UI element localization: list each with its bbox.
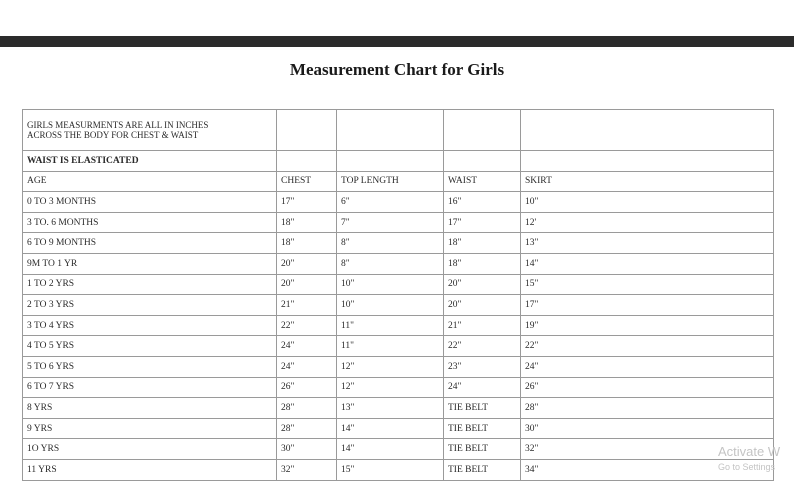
- empty-cell: [521, 110, 774, 151]
- cell-skirt: 22": [521, 336, 774, 357]
- waist-note-row: [23, 151, 774, 172]
- cell-skirt: 15": [521, 274, 774, 295]
- cell-skirt: 12': [521, 212, 774, 233]
- cell-skirt: 14": [521, 253, 774, 274]
- table-row: [23, 377, 774, 398]
- table-row: [23, 459, 774, 480]
- header-waist: WAIST: [444, 171, 521, 192]
- table-row: [23, 192, 774, 213]
- empty-cell: [444, 110, 521, 151]
- cell-chest: 18": [277, 212, 337, 233]
- cell-age: 1 TO 2 YRS: [23, 274, 277, 295]
- cell-top-length: 12": [337, 356, 444, 377]
- cell-top-length: 10": [337, 295, 444, 316]
- table-row: [23, 336, 774, 357]
- note-row: [23, 110, 774, 151]
- table-row: [23, 418, 774, 439]
- cell-age: 9M TO 1 YR: [23, 253, 277, 274]
- table-row: [23, 439, 774, 460]
- cell-age: 1O YRS: [23, 439, 277, 460]
- cell-top-length: 10": [337, 274, 444, 295]
- cell-age: 3 TO 4 YRS: [23, 315, 277, 336]
- header-skirt: SKIRT: [521, 171, 774, 192]
- cell-skirt: 26": [521, 377, 774, 398]
- cell-chest: 24": [277, 336, 337, 357]
- cell-top-length: 12": [337, 377, 444, 398]
- header-top-length: TOP LENGTH: [337, 171, 444, 192]
- cell-top-length: 15": [337, 459, 444, 480]
- cell-age: 4 TO 5 YRS: [23, 336, 277, 357]
- cell-waist: 18": [444, 253, 521, 274]
- cell-skirt: 19": [521, 315, 774, 336]
- table-row: [23, 253, 774, 274]
- cell-top-length: 14": [337, 439, 444, 460]
- cell-top-length: 6": [337, 192, 444, 213]
- cell-waist: 20": [444, 274, 521, 295]
- cell-waist: TIE BELT: [444, 439, 521, 460]
- cell-waist: 24": [444, 377, 521, 398]
- cell-age: 6 TO 9 MONTHS: [23, 233, 277, 254]
- cell-waist: 17": [444, 212, 521, 233]
- table-row: [23, 274, 774, 295]
- cell-top-length: 11": [337, 315, 444, 336]
- cell-chest: 20": [277, 274, 337, 295]
- cell-chest: 22": [277, 315, 337, 336]
- table-row: [23, 315, 774, 336]
- cell-chest: 24": [277, 356, 337, 377]
- note-line-1: GIRLS MEASURMENTS ARE ALL IN INCHES: [27, 120, 209, 130]
- cell-waist: 20": [444, 295, 521, 316]
- table-row: [23, 212, 774, 233]
- cell-skirt: 30": [521, 418, 774, 439]
- cell-top-length: 8": [337, 233, 444, 254]
- cell-chest: 21": [277, 295, 337, 316]
- cell-age: 3 TO. 6 MONTHS: [23, 212, 277, 233]
- cell-skirt: 13": [521, 233, 774, 254]
- cell-chest: 17": [277, 192, 337, 213]
- cell-skirt: 32": [521, 439, 774, 460]
- cell-waist: 18": [444, 233, 521, 254]
- cell-age: 2 TO 3 YRS: [23, 295, 277, 316]
- cell-waist: 23": [444, 356, 521, 377]
- cell-waist: TIE BELT: [444, 398, 521, 419]
- cell-skirt: 17": [521, 295, 774, 316]
- cell-top-length: 8": [337, 253, 444, 274]
- table-row: [23, 398, 774, 419]
- cell-chest: 20": [277, 253, 337, 274]
- cell-chest: 28": [277, 418, 337, 439]
- empty-cell: [337, 110, 444, 151]
- cell-age: 11 YRS: [23, 459, 277, 480]
- cell-chest: 30": [277, 439, 337, 460]
- watermark-line-2: Go to Settings: [718, 462, 776, 472]
- cell-chest: 18": [277, 233, 337, 254]
- cell-top-length: 14": [337, 418, 444, 439]
- cell-age: 8 YRS: [23, 398, 277, 419]
- page-title: Measurement Chart for Girls: [289, 60, 505, 79]
- table-row: [23, 233, 774, 254]
- top-bar: [0, 36, 794, 47]
- cell-age: 5 TO 6 YRS: [23, 356, 277, 377]
- empty-cell: [444, 151, 521, 172]
- header-chest: CHEST: [277, 171, 337, 192]
- waist-note: WAIST IS ELASTICATED: [23, 151, 277, 172]
- cell-waist: 22": [444, 336, 521, 357]
- cell-waist: 16": [444, 192, 521, 213]
- note-line-2: ACROSS THE BODY FOR CHEST & WAIST: [27, 130, 199, 140]
- cell-age: 0 TO 3 MONTHS: [23, 192, 277, 213]
- cell-age: 6 TO 7 YRS: [23, 377, 277, 398]
- empty-cell: [277, 151, 337, 172]
- cell-top-length: 11": [337, 336, 444, 357]
- cell-skirt: 24": [521, 356, 774, 377]
- watermark-line-1: Activate W: [718, 444, 781, 459]
- table-row: [23, 295, 774, 316]
- empty-cell: [277, 110, 337, 151]
- measurement-table: [22, 109, 774, 481]
- measurement-note: [23, 110, 277, 151]
- cell-top-length: 13": [337, 398, 444, 419]
- header-row: [23, 171, 774, 192]
- cell-top-length: 7": [337, 212, 444, 233]
- cell-skirt: 28": [521, 398, 774, 419]
- cell-age: 9 YRS: [23, 418, 277, 439]
- cell-waist: TIE BELT: [444, 459, 521, 480]
- header-age: AGE: [23, 171, 277, 192]
- cell-skirt: 34": [521, 459, 774, 480]
- cell-waist: 21": [444, 315, 521, 336]
- activation-watermark: [718, 444, 780, 472]
- cell-waist: TIE BELT: [444, 418, 521, 439]
- empty-cell: [521, 151, 774, 172]
- cell-chest: 28": [277, 398, 337, 419]
- empty-cell: [337, 151, 444, 172]
- cell-skirt: 10": [521, 192, 774, 213]
- cell-chest: 32": [277, 459, 337, 480]
- cell-chest: 26": [277, 377, 337, 398]
- table-row: [23, 356, 774, 377]
